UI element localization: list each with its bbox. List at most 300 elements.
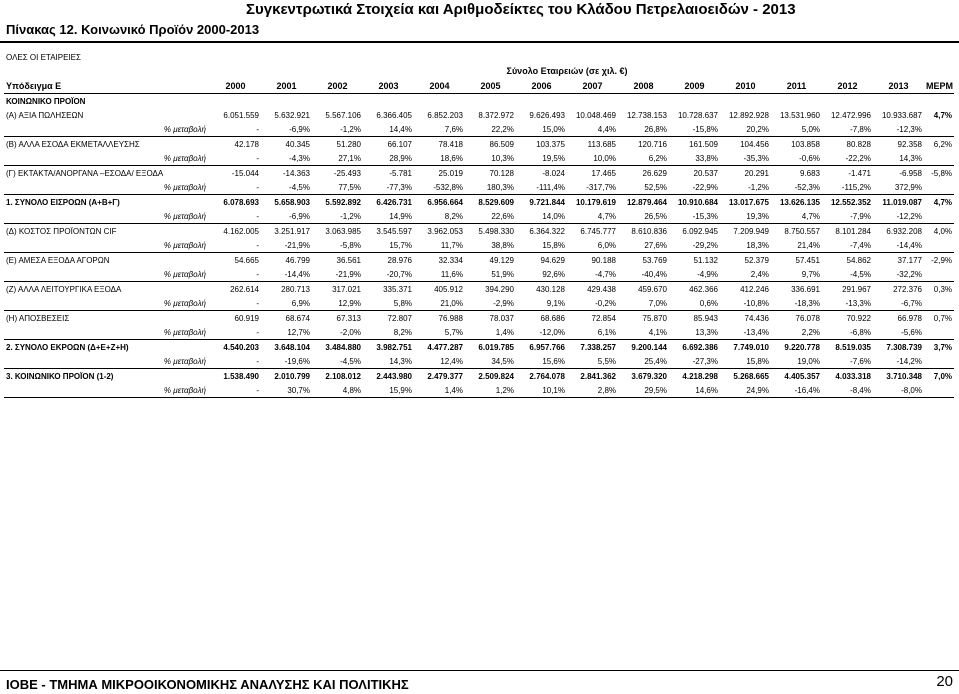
table-row-total — [4, 64, 954, 78]
year-header: 2001 — [261, 78, 312, 94]
cell-value: 3.063.985 — [325, 226, 361, 236]
cell-value: 6.019.785 — [478, 342, 514, 352]
pct-change-label: % μεταβολή — [4, 180, 210, 195]
cell-value: -4,5% — [312, 354, 363, 369]
cell-value: -25.493 — [333, 168, 361, 178]
cell-value: 77,5% — [312, 180, 363, 195]
merm-value: 4,0% — [933, 226, 953, 236]
year-header: 2003 — [363, 78, 414, 94]
year-header: 2013 — [873, 78, 924, 94]
cell-value: - — [210, 180, 261, 195]
cell-value: 2.108.012 — [325, 371, 361, 381]
cell-value: -14.363 — [282, 168, 310, 178]
cell-value: 6.364.322 — [529, 226, 565, 236]
cell-value: -22,9% — [669, 180, 720, 195]
cell-value: 6.051.559 — [223, 110, 259, 120]
cell-value: 8.101.284 — [835, 226, 871, 236]
table-row — [4, 253, 954, 268]
cell-value: 1,4% — [414, 383, 465, 398]
cell-value: 7,6% — [414, 122, 465, 137]
cell-value: 8.372.972 — [478, 110, 514, 120]
cell-value: 372,9% — [873, 180, 924, 195]
report-title: Συγκεντρωτικά Στοιχεία και Αριθμοδείκτες του Κλάδου Πετρελαιοειδών - 2013 — [246, 1, 796, 18]
header-divider — [0, 41, 959, 43]
cell-value: 34,5% — [465, 354, 516, 369]
cell-value: 75.870 — [642, 313, 667, 323]
merm-value — [924, 383, 954, 398]
row-label: (Η) ΑΠΟΣΒΕΣΕΙΣ — [6, 313, 70, 323]
cell-value: 429.438 — [587, 284, 616, 294]
merm-value — [924, 238, 954, 253]
cell-value: 6,0% — [567, 238, 618, 253]
table-row — [4, 108, 954, 122]
cell-value: 8,2% — [363, 325, 414, 340]
cell-value: 9.626.493 — [529, 110, 565, 120]
cell-value: 459.670 — [638, 284, 667, 294]
cell-value: -29,2% — [669, 238, 720, 253]
cell-value: 2,8% — [567, 383, 618, 398]
cell-value: -10,8% — [720, 296, 771, 311]
cell-value: -8,0% — [873, 383, 924, 398]
cell-value: -22,2% — [822, 151, 873, 166]
cell-value: 28.976 — [387, 255, 412, 265]
cell-value: 10.728.637 — [677, 110, 718, 120]
cell-value: 9.220.778 — [784, 342, 820, 352]
cell-value: 25,4% — [618, 354, 669, 369]
cell-value: 272.376 — [893, 284, 922, 294]
cell-value: 72.854 — [591, 313, 616, 323]
cell-value: -6,9% — [261, 122, 312, 137]
cell-value: 12,4% — [414, 354, 465, 369]
merm-value — [924, 209, 954, 224]
pct-change-label: % μεταβολή — [4, 325, 210, 340]
cell-value: 12.552.352 — [830, 197, 871, 207]
cell-value: 3.962.053 — [427, 226, 463, 236]
cell-value: 180,3% — [465, 180, 516, 195]
table-row-pct-change — [4, 151, 954, 166]
cell-value: -77,3% — [363, 180, 414, 195]
cell-value: 12,9% — [312, 296, 363, 311]
cell-value: 51,9% — [465, 267, 516, 282]
cell-value: 14,4% — [363, 122, 414, 137]
cell-value: 14,9% — [363, 209, 414, 224]
cell-value: 28,9% — [363, 151, 414, 166]
cell-value: 8.529.609 — [478, 197, 514, 207]
cell-value: 11.019.087 — [882, 197, 922, 207]
cell-value: 7.749.010 — [733, 342, 769, 352]
cell-value: 120.716 — [638, 139, 667, 149]
cell-value: 1.538.490 — [223, 371, 259, 381]
cell-value: 5,7% — [414, 325, 465, 340]
cell-value: 4,1% — [618, 325, 669, 340]
cell-value: 72.807 — [387, 313, 412, 323]
cell-value: 20,2% — [720, 122, 771, 137]
cell-value: 37.177 — [897, 255, 922, 265]
cell-value: -20,7% — [363, 267, 414, 282]
cell-value: 14,6% — [669, 383, 720, 398]
cell-value: 7.209.949 — [733, 226, 769, 236]
cell-value: -18,3% — [771, 296, 822, 311]
cell-value: 15,8% — [516, 238, 567, 253]
table-row — [4, 195, 954, 210]
merm-value — [924, 267, 954, 282]
cell-value: 74.436 — [744, 313, 769, 323]
cell-value: -4,9% — [669, 267, 720, 282]
cell-value: -5,8% — [312, 238, 363, 253]
cell-value: -2,0% — [312, 325, 363, 340]
cell-value: 1,2% — [465, 383, 516, 398]
merm-header: ΜΕΡΜ — [924, 78, 954, 94]
pct-change-label: % μεταβολή — [4, 296, 210, 311]
cell-value: 7.308.739 — [886, 342, 922, 352]
cell-value: 9,7% — [771, 267, 822, 282]
cell-value: 66.107 — [387, 139, 412, 149]
cell-value: 6.692.386 — [682, 342, 718, 352]
cell-value: 4,7% — [771, 209, 822, 224]
cell-value: 2,2% — [771, 325, 822, 340]
table-row-section — [4, 94, 954, 109]
cell-value: 6.957.766 — [529, 342, 565, 352]
cell-value: 20.537 — [693, 168, 718, 178]
table-row — [4, 311, 954, 326]
cell-value: 13.017.675 — [728, 197, 769, 207]
cell-value: 5.632.921 — [274, 110, 310, 120]
cell-value: 78.418 — [438, 139, 463, 149]
cell-value: 51.280 — [336, 139, 361, 149]
cell-value: -13,3% — [822, 296, 873, 311]
cell-value: 13,3% — [669, 325, 720, 340]
cell-value: -52,3% — [771, 180, 822, 195]
cell-value: 5,5% — [567, 354, 618, 369]
cell-value: 161.509 — [689, 139, 718, 149]
year-header: 2009 — [669, 78, 720, 94]
cell-value: 6.426.731 — [376, 197, 412, 207]
cell-value: 15,9% — [363, 383, 414, 398]
table-label: Πίνακας 12. Κοινωνικό Προϊόν 2000-2013 — [6, 22, 260, 37]
cell-value: 85.943 — [693, 313, 718, 323]
pct-change-label: % μεταβολή — [4, 122, 210, 137]
cell-value: 5,0% — [771, 122, 822, 137]
cell-value: 24,9% — [720, 383, 771, 398]
merm-value — [924, 354, 954, 369]
cell-value: 6.745.777 — [580, 226, 616, 236]
cell-value: 4.477.287 — [427, 342, 463, 352]
cell-value: -14,2% — [873, 354, 924, 369]
cell-value: -14,4% — [261, 267, 312, 282]
cell-value: 5.567.106 — [325, 110, 361, 120]
cell-value: 0,6% — [669, 296, 720, 311]
cell-value: 25.019 — [438, 168, 463, 178]
cell-value: 103.375 — [536, 139, 565, 149]
pct-change-label: % μεταβολή — [4, 151, 210, 166]
cell-value: 12.738.153 — [626, 110, 667, 120]
merm-value: -2,9% — [931, 255, 953, 265]
row-label: (Β) ΑΛΛΑ ΕΣΟΔΑ ΕΚΜΕΤΑΛΛΕΥΣΗΣ — [6, 139, 140, 149]
cell-value: 76.078 — [795, 313, 820, 323]
cell-value: -21,9% — [261, 238, 312, 253]
cell-value: 36.561 — [336, 255, 361, 265]
pct-change-label: % μεταβολή — [4, 238, 210, 253]
cell-value: -317,7% — [567, 180, 618, 195]
cell-value: 3.982.751 — [376, 342, 412, 352]
cell-value: -7,6% — [822, 354, 873, 369]
cell-value: 57.451 — [795, 255, 820, 265]
cell-value: - — [210, 296, 261, 311]
cell-value: 26,5% — [618, 209, 669, 224]
cell-value: 3.484.880 — [325, 342, 361, 352]
cell-value: -15.044 — [231, 168, 259, 178]
cell-value: 52,5% — [618, 180, 669, 195]
cell-value: 51.132 — [693, 255, 718, 265]
table-row-pct-change — [4, 122, 954, 137]
cell-value: -1,2% — [312, 209, 363, 224]
section-label: ΚΟΙΝΩΝΙΚΟ ΠΡΟΪΟΝ — [6, 96, 86, 106]
cell-value: - — [210, 325, 261, 340]
cell-value: 9.683 — [799, 168, 820, 178]
cell-value: -1,2% — [720, 180, 771, 195]
cell-value: 70.128 — [489, 168, 514, 178]
cell-value: 3.545.597 — [376, 226, 412, 236]
cell-value: 4,4% — [567, 122, 618, 137]
cell-value: -7,4% — [822, 238, 873, 253]
cell-value: 10.048.469 — [575, 110, 616, 120]
cell-value: -12,3% — [873, 122, 924, 137]
cell-value: 49.129 — [489, 255, 514, 265]
cell-value: -8,4% — [822, 383, 873, 398]
cell-value: -0,2% — [567, 296, 618, 311]
cell-value: 17.465 — [591, 168, 616, 178]
cell-value: - — [210, 354, 261, 369]
cell-value: 10,1% — [516, 383, 567, 398]
row-label: 3. ΚΟΙΝΩΝΙΚΟ ΠΡΟΪΟΝ (1-2) — [6, 371, 114, 381]
cell-value: 26.629 — [642, 168, 667, 178]
cell-value: 60.919 — [234, 313, 259, 323]
cell-value: 412.246 — [740, 284, 769, 294]
cell-value: 2.841.362 — [580, 371, 616, 381]
cell-value: -4,5% — [822, 267, 873, 282]
cell-value: - — [210, 238, 261, 253]
cell-value: 86.509 — [489, 139, 514, 149]
cell-value: 15,6% — [516, 354, 567, 369]
cell-value: -115,2% — [822, 180, 873, 195]
cell-value: 22,6% — [465, 209, 516, 224]
cell-value: 6.932.208 — [886, 226, 922, 236]
cell-value: 2.509.824 — [478, 371, 514, 381]
cell-value: 6.956.664 — [427, 197, 463, 207]
cell-value: 8.750.557 — [784, 226, 820, 236]
cell-value: -4,3% — [261, 151, 312, 166]
cell-value: -35,3% — [720, 151, 771, 166]
cell-value: 6,9% — [261, 296, 312, 311]
footer-divider — [0, 670, 959, 671]
table-body — [4, 50, 954, 398]
cell-value: 6.092.945 — [682, 226, 718, 236]
cell-value: 2.764.078 — [529, 371, 565, 381]
pct-change-label: % μεταβολή — [4, 354, 210, 369]
cell-value: 10,0% — [567, 151, 618, 166]
cell-value: 15,8% — [720, 354, 771, 369]
cell-value: -8.024 — [542, 168, 565, 178]
cell-value: 405.912 — [434, 284, 463, 294]
cell-value: 462.366 — [689, 284, 718, 294]
cell-value: 19,0% — [771, 354, 822, 369]
cell-value: -12,2% — [873, 209, 924, 224]
cell-value: 6,2% — [618, 151, 669, 166]
cell-value: 3.679.320 — [631, 371, 667, 381]
row-label: (Ε) ΑΜΕΣΑ ΕΞΟΔΑ ΑΓΟΡΩΝ — [6, 255, 110, 265]
cell-value: 70.922 — [846, 313, 871, 323]
cell-value: 9.721.844 — [529, 197, 565, 207]
row-label: (Γ) ΕΚΤΑΚΤΑ/ΑΝΟΡΓΑΝΑ –ΕΣΟΔΑ/ ΕΞΟΔΑ — [6, 168, 164, 178]
cell-value: 6.366.405 — [376, 110, 412, 120]
merm-value — [924, 151, 954, 166]
year-header: 2011 — [771, 78, 822, 94]
pct-change-label: % μεταβολή — [4, 209, 210, 224]
cell-value: -2,9% — [465, 296, 516, 311]
cell-value: 10.933.687 — [881, 110, 922, 120]
cell-value: -5,6% — [873, 325, 924, 340]
table-row-pct-change — [4, 325, 954, 340]
table-row — [4, 282, 954, 297]
cell-value: 20.291 — [744, 168, 769, 178]
table-row — [4, 369, 954, 384]
cell-value: 10.910.684 — [677, 197, 718, 207]
cell-value: 2.443.980 — [376, 371, 412, 381]
cell-value: 12.892.928 — [728, 110, 769, 120]
cell-value: 54.862 — [846, 255, 871, 265]
cell-value: 94.629 — [540, 255, 565, 265]
cell-value: 19,3% — [720, 209, 771, 224]
row-label: (Α) ΑΞΙΑ ΠΩΛΗΣΕΩΝ — [6, 110, 84, 120]
table-row — [4, 340, 954, 355]
cell-value: 32.334 — [438, 255, 463, 265]
cell-value: 104.456 — [740, 139, 769, 149]
cell-value: 2.010.799 — [274, 371, 310, 381]
row-label: (Δ) ΚΟΣΤΟΣ ΠΡΟΪΟΝΤΩΝ CIF — [6, 226, 117, 236]
cell-value: 336.691 — [791, 284, 820, 294]
cell-value: 13.626.135 — [779, 197, 820, 207]
year-header: 2002 — [312, 78, 363, 94]
cell-value: 317.021 — [332, 284, 361, 294]
cell-value: 4.033.318 — [835, 371, 871, 381]
cell-value: -15,8% — [669, 122, 720, 137]
merm-value: 0,7% — [933, 313, 953, 323]
cell-value: -13,4% — [720, 325, 771, 340]
cell-value: - — [210, 122, 261, 137]
cell-value: 10.179.619 — [575, 197, 616, 207]
all-companies-label: ΟΛΕΣ ΟΙ ΕΤΑΙΡΕΙΕΣ — [6, 52, 81, 62]
cell-value: 38,8% — [465, 238, 516, 253]
cell-value: -6,8% — [822, 325, 873, 340]
cell-value: 14,3% — [363, 354, 414, 369]
cell-value: 29,5% — [618, 383, 669, 398]
cell-value: 262.614 — [230, 284, 259, 294]
cell-value: -5.781 — [389, 168, 412, 178]
table-row-pct-change — [4, 296, 954, 311]
cell-value: 2.479.377 — [427, 371, 463, 381]
cell-value: 33,8% — [669, 151, 720, 166]
cell-value: 22,2% — [465, 122, 516, 137]
cell-value: -15,3% — [669, 209, 720, 224]
cell-value: 1,4% — [465, 325, 516, 340]
cell-value: 5.498.330 — [478, 226, 514, 236]
cell-value: 42.178 — [234, 139, 259, 149]
year-header: 2008 — [618, 78, 669, 94]
total-companies-label: Σύνολο Εταιρειών (σε χιλ. €) — [506, 66, 628, 76]
cell-value: 21,0% — [414, 296, 465, 311]
cell-value: 8.519.035 — [835, 342, 871, 352]
cell-value: 5.592.892 — [325, 197, 361, 207]
year-header: 2004 — [414, 78, 465, 94]
cell-value: 4.162.005 — [223, 226, 259, 236]
cell-value: 7.338.257 — [580, 342, 616, 352]
cell-value: 12.472.996 — [830, 110, 871, 120]
merm-value: 6,2% — [933, 139, 953, 149]
cell-value: -16,4% — [771, 383, 822, 398]
cell-value: 12.879.464 — [626, 197, 667, 207]
cell-value: -6,9% — [261, 209, 312, 224]
row-label: (Ζ) ΑΛΛΑ ΛΕΙΤΟΥΡΓΙΚΑ ΕΞΟΔΑ — [6, 284, 122, 294]
cell-value: -21,9% — [312, 267, 363, 282]
merm-value — [924, 296, 954, 311]
cell-value: -6.958 — [899, 168, 922, 178]
cell-value: 21,4% — [771, 238, 822, 253]
cell-value: 103.858 — [791, 139, 820, 149]
cell-value: -4,5% — [261, 180, 312, 195]
year-header: 2012 — [822, 78, 873, 94]
cell-value: -14,4% — [873, 238, 924, 253]
row-label: 2. ΣΥΝΟΛΟ ΕΚΡΟΩΝ (Δ+Ε+Ζ+Η) — [6, 342, 129, 352]
cell-value: 80.828 — [846, 139, 871, 149]
table-row — [4, 166, 954, 181]
table-row — [4, 137, 954, 152]
cell-value: 27,6% — [618, 238, 669, 253]
merm-value — [924, 180, 954, 195]
cell-value: - — [210, 383, 261, 398]
cell-value: 291.967 — [842, 284, 871, 294]
year-header: 2007 — [567, 78, 618, 94]
year-header-row — [4, 78, 954, 94]
cell-value: 19,5% — [516, 151, 567, 166]
table-row-pct-change — [4, 267, 954, 282]
year-header: 2006 — [516, 78, 567, 94]
cell-value: 78.037 — [489, 313, 514, 323]
cell-value: 68.674 — [285, 313, 310, 323]
cell-value: 9,1% — [516, 296, 567, 311]
cell-value: 14,3% — [873, 151, 924, 166]
cell-value: 18,6% — [414, 151, 465, 166]
cell-value: 4.540.203 — [223, 342, 259, 352]
cell-value: 46.799 — [285, 255, 310, 265]
footer-text: ΙΟΒΕ - ΤΜΗΜΑ ΜΙΚΡΟΟΙΚΟΝΟΜΙΚΗΣ ΑΝΑΛΥΣΗΣ ΚΑΙ ΠΟΛΙΤΙΚΗΣ — [6, 677, 409, 692]
cell-value: 13.531.960 — [779, 110, 820, 120]
cell-value: 67.313 — [336, 313, 361, 323]
cell-value: 5.268.665 — [733, 371, 769, 381]
cell-value: 54.665 — [234, 255, 259, 265]
cell-value: 52.379 — [744, 255, 769, 265]
cell-value: 7,0% — [618, 296, 669, 311]
merm-value — [924, 325, 954, 340]
cell-value: - — [210, 267, 261, 282]
cell-value: -532,8% — [414, 180, 465, 195]
table-row-pct-change — [4, 354, 954, 369]
cell-value: -7,9% — [822, 209, 873, 224]
table-row — [4, 224, 954, 239]
cell-value: 26,8% — [618, 122, 669, 137]
cell-value: 5.658.903 — [274, 197, 310, 207]
merm-value: 4,7% — [933, 110, 953, 120]
cell-value: 8,2% — [414, 209, 465, 224]
